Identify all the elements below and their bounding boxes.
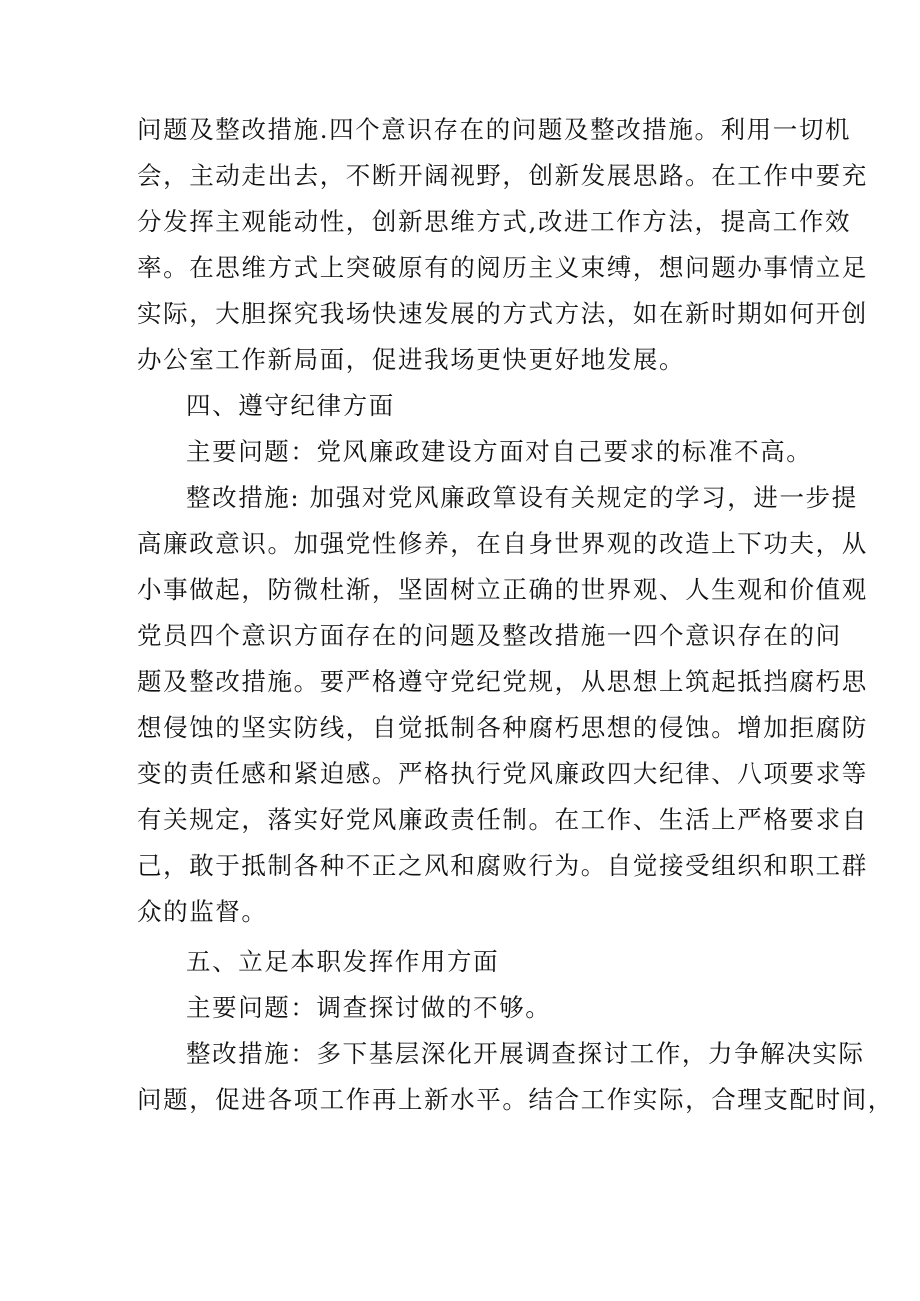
text-line: 有关规定，落实好党风廉政责任制。在工作、生活上严格要求自 [137,805,868,834]
text-line: 想侵蚀的坚实防线，自觉抵制各种腐朽思想的侵蚀。增加拒腐防 [137,713,868,742]
text-line: 问题，促进各项工作再上新水平。结合工作实际，合理支配时间， [137,1085,894,1114]
text-line: 会，主动走出去，不断开阔视野，创新发展思路。在工作中要充 [137,161,868,190]
section-heading: 五、立足本职发挥作用方面 [186,947,500,976]
text-line: 党员四个意识方面存在的问题及整改措施一四个意识存在的问 [137,621,842,650]
problem-statement: 主要问题：调查探讨做的不够。 [186,993,552,1022]
paragraph-measures [137,475,868,935]
text-line: 题及整改措施。要严格遵守党纪党规，从思想上筑起抵挡腐朽思 [137,667,868,696]
text-line: 整改措施：多下基层深化开展调查探讨工作，力争解决实际 [186,1039,865,1068]
problem-statement: 主要问题：党风廉政建设方面对自己要求的标准不高。 [186,437,813,466]
document-body [137,107,894,1123]
text-line: 率。在思维方式上突破原有的阅历主义束缚，想问题办事情立足 [137,253,868,282]
text-line: 问题及整改措施.四个意识存在的问题及整改措施。利用一切机 [137,115,852,144]
text-line: 分发挥主观能动性，创新思维方式,改进工作方法，提高工作效 [137,207,852,236]
text-line: 办公室工作新局面，促进我场更快更好地发展。 [137,345,686,374]
text-line: 众的监督。 [137,897,268,926]
paragraph-measures [137,1031,894,1123]
text-line: 实际，大胆探究我场快速发展的方式方法，如在新时期如何开创 [137,299,868,328]
text-line: 高廉政意识。加强党性修养，在自身世界观的改造上下功夫，从 [137,529,868,558]
text-line: 变的责任感和紧迫感。严格执行党风廉政四大纪律、八项要求等 [137,759,868,788]
text-line: 小事做起，防微杜渐，坚固树立正确的世界观、人生观和价值观 [137,575,868,604]
paragraph-intro [137,107,868,383]
text-line: 整改措施: 加强对党风廉政筸设有关规定的学习，进一步提 [186,483,858,512]
text-line: 己，敢于抵制各种不正之风和腐败行为。自觉接受组织和职工群 [137,851,868,880]
section-heading: 四、遵守纪律方面 [186,391,395,420]
